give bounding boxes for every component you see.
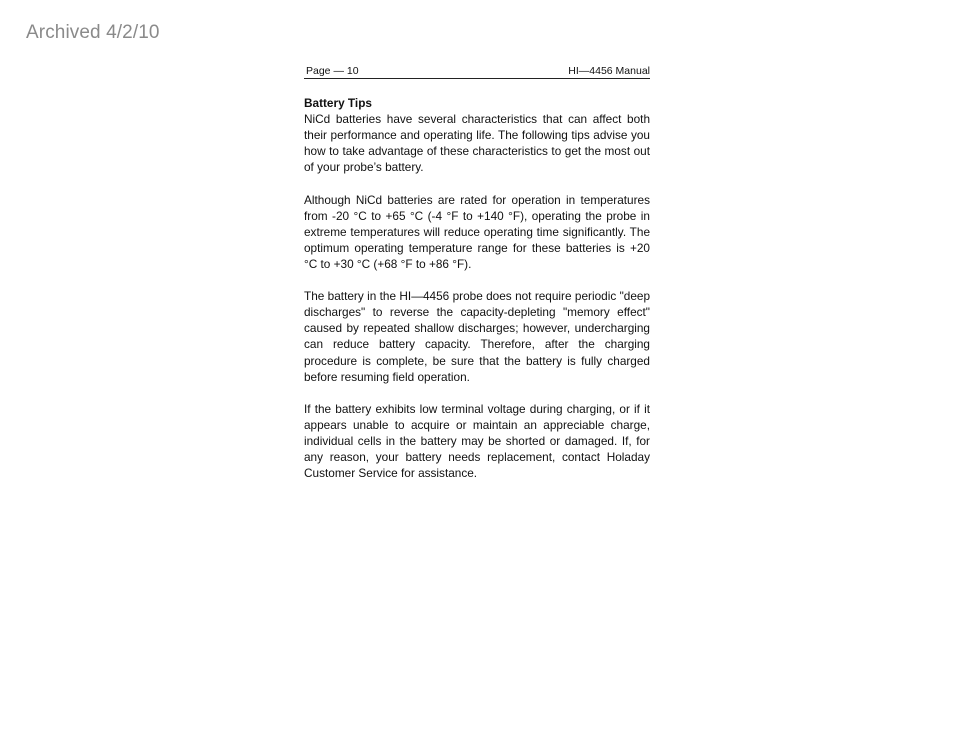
- section-heading: Battery Tips: [304, 96, 372, 110]
- manual-page: [304, 64, 650, 497]
- paragraph-intro: NiCd batteries have several characteristics that can affect both their performance and operating life. The following tips advise you how to take advantage of these characteristics to get the most out of your probe’s battery.: [304, 112, 650, 175]
- archive-stamp: Archived 4/2/10: [26, 22, 160, 43]
- battery-tips-section: [304, 95, 650, 481]
- running-header: [304, 64, 650, 79]
- paragraph-memory-effect: The battery in the HI—4456 probe does not require periodic "deep discharges" to reverse the capacity-depleting "memory effect" caused by repeated shallow discharges; however, undercharging can reduce battery capacity. Therefore, after the charging procedure is complete, be sure that the battery is fully charged before resuming field operation.: [304, 289, 650, 384]
- paragraph-replacement: If the battery exhibits low terminal voltage during charging, or if it appears unable to acquire or maintain an appreciable charge, individual cells in the battery may be shorted or damaged. If, for any reason, your battery needs replacement, contact Holaday Customer Service for assistance.: [304, 401, 650, 481]
- manual-title: HI—4456 Manual: [568, 65, 650, 77]
- paragraph-temperature: Although NiCd batteries are rated for operation in temperatures from -20 °C to +65 °C (-4 °F to +140 °F), operating the probe in extreme temperatures will reduce operating time significantly. The optimum operating temperature range for these batteries is +20 °C to +30 °C (+68 °F to +86 °F).: [304, 192, 650, 271]
- page-number: Page — 10: [306, 65, 359, 77]
